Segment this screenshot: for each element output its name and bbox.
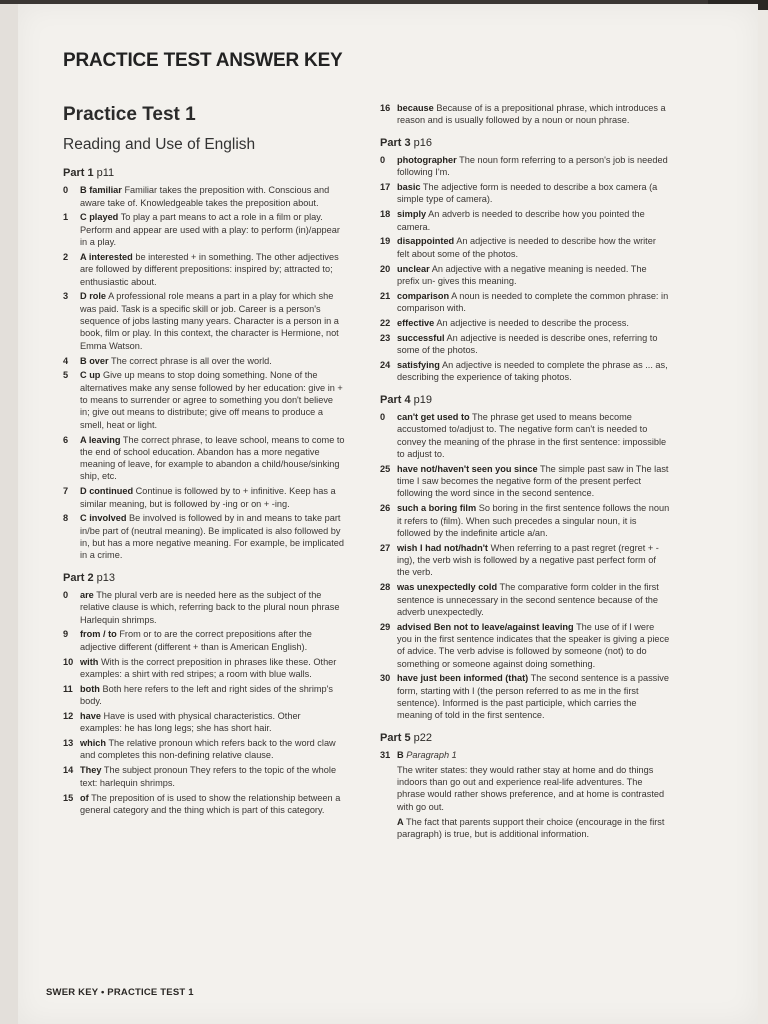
item-explanation: Give up means to stop doing something. None of the alternatives make any sense followed by her education: give in + to means to surrender or agree to something you don't believe in; give out means to distribute; give off means to produce a smell, heat or light.: [80, 370, 343, 430]
answer-item: [380, 502, 670, 539]
item-explanation: The simple past saw in The last time I saw becomes the negative form of the present perfect following the word since in the second sentence.: [397, 463, 669, 499]
answer-item: [380, 672, 670, 721]
item-number: 23: [380, 332, 391, 343]
item-number: 17: [380, 182, 391, 193]
item-answer: can't get used to: [397, 411, 470, 422]
item-number: 28: [380, 582, 391, 593]
item-answer: with: [80, 656, 99, 667]
part-4-heading: [380, 394, 670, 406]
item-number: 18: [380, 209, 391, 220]
item-explanation: Paragraph 1: [406, 749, 457, 760]
item-explanation: The phrase get used to means become accustomed to/adjust to. The negative form can't is needed to convey the meaning of the phrase in the first sentence: impossible to adjust to.: [397, 411, 667, 459]
item-number: 5: [63, 370, 69, 381]
item-answer: effective: [397, 318, 435, 329]
item-number: 25: [380, 463, 391, 474]
answer-key-title: PRACTICE TEST ANSWER KEY: [63, 50, 343, 71]
answer-item: [63, 764, 345, 789]
answer-item: [380, 263, 670, 288]
item-explanation: The use of if I were you in the first sentence indicates that the speaker is giving a piece of advice. The verb advise is followed by someone (not) to do something or someone against doing something.: [397, 621, 670, 669]
item-number: 7: [63, 486, 69, 497]
item-answer: both: [80, 683, 100, 694]
item-number: 0: [63, 185, 69, 196]
right-column: [380, 102, 670, 843]
left-column: [63, 167, 345, 819]
answer-item: [380, 154, 670, 179]
item-number: 3: [63, 291, 69, 302]
item-number: 29: [380, 621, 391, 632]
item-answer: are: [80, 589, 94, 600]
item-answer: have: [80, 711, 101, 721]
item-number: 20: [380, 263, 391, 274]
answer-item: [63, 434, 345, 483]
item-explanation: The preposition of is used to show the relationship between a general category and the thing which is part of this category.: [80, 792, 341, 815]
part-page: p16: [413, 136, 432, 149]
answer-item: [380, 581, 670, 618]
answer-item: [63, 589, 345, 626]
item-number: 12: [63, 711, 74, 721]
part-page: p13: [96, 571, 115, 584]
answer-item: [63, 184, 345, 209]
item-answer: of: [80, 792, 89, 803]
answer-item: [63, 792, 345, 817]
answer-item: [63, 211, 345, 248]
item-number: 21: [380, 290, 391, 301]
item-explanation: An adverb is needed to describe how you pointed the camera.: [397, 209, 645, 232]
part-page: p19: [413, 393, 432, 406]
item-answer: advised Ben not to leave/against leaving: [397, 621, 574, 632]
test-title: Practice Test 1: [63, 104, 196, 125]
item-continuation: The writer states: they would rather stay at home and do things indoors than go out and experience real-life adventures. The phrase would rather shows preference, and at home is contrasted with go out.: [397, 764, 665, 812]
item-explanation: The plural verb are is needed here as the subject of the relative clause is which, referring back to the plural noun phrase Harlequin shrimps.: [80, 589, 340, 625]
item-answer: such a boring film: [397, 503, 477, 514]
answer-item: [63, 290, 345, 351]
item-explanation: An adjective is needed to complete the phrase as ... as, describing the experience of taking photos.: [397, 360, 668, 383]
item-explanation: Be involved is followed by in and means to take part in/be part of (neutral meaning). Be implicated is also followed by in, but has a more negative meaning. For example, be implicated in a crime.: [80, 513, 345, 561]
item-explanation: A professional role means a part in a play for which she was paid. Task is a specific skill or job. Career is a person's sequence of jobs lasting many years. Character is a person in a book, film or play. In this context, the character is Hermione, not Emma Watson.: [80, 291, 339, 351]
item-explanation: Familiar takes the preposition with. Conscious and aware take of. Knowledgeable takes the preposition about.: [80, 185, 330, 208]
part-label: Part 2: [63, 571, 94, 584]
item-number: 13: [63, 738, 74, 749]
item-number: 9: [63, 629, 69, 640]
item-number: 26: [380, 503, 391, 514]
answer-item: [380, 235, 670, 260]
item-explanation: The fact that parents support their choice (encourage in the first paragraph) is true, but is additional information.: [397, 816, 665, 839]
part-page: p22: [413, 731, 432, 744]
item-number: 22: [380, 318, 391, 329]
item-number: 30: [380, 673, 391, 684]
item-number: 0: [380, 411, 386, 422]
answer-item: [63, 251, 345, 288]
answer-item: [63, 628, 345, 653]
item-answer: A: [397, 816, 404, 827]
item-explanation: To play a part means to act a role in a film or play. Perform and appear are used with a play: to perform (in)/appear in a play.: [80, 212, 340, 248]
item-explanation: The second sentence is a passive form, starting with I (the person referred to as me in the first sentence). Informed is the past participle, which carries the meaning of told in the first sentence.: [397, 673, 669, 721]
item-number: 4: [63, 355, 69, 366]
item-answer: disappointed: [397, 236, 455, 247]
item-explanation: An adjective is needed to describe the process.: [436, 318, 629, 329]
item-answer: which: [80, 738, 107, 749]
item-number: 6: [63, 434, 69, 445]
item-number: 10: [63, 656, 74, 667]
item-explanation: An adjective is needed to describe how the writer felt about some of the photos.: [397, 236, 656, 259]
answer-item: [380, 411, 670, 460]
answer-item: [63, 512, 345, 561]
item-explanation: The noun form referring to a person's job is needed following I'm.: [397, 154, 668, 178]
item-explanation: So boring in the first sentence follows the noun it refers to (film). When such precedes a singular noun, it is followed by the indefinite article a/an.: [397, 503, 670, 538]
answer-item: [63, 485, 345, 510]
item-answer: D role: [80, 291, 107, 302]
item-answer: A interested: [80, 251, 133, 262]
answer-item: [380, 542, 670, 579]
item-answer: basic: [397, 182, 421, 193]
part-label: Part 1: [63, 167, 94, 179]
part-1-heading: [63, 167, 345, 179]
item-number: 2: [63, 251, 69, 262]
item-explanation: Both here refers to the left and right sides of the shrimp's body.: [80, 683, 334, 707]
item-answer: C involved: [80, 513, 127, 524]
item-answer: from / to: [80, 629, 117, 640]
answer-item: [63, 710, 345, 735]
item-answer: C played: [80, 212, 119, 223]
part-page: p11: [96, 167, 115, 179]
answer-item: [380, 332, 670, 357]
item-number: 14: [63, 765, 74, 776]
item-number: 1: [63, 212, 69, 223]
item-answer: comparison: [397, 290, 450, 301]
item-answer: unclear: [397, 263, 430, 274]
answer-item: [63, 656, 345, 681]
item-number: 31: [380, 749, 391, 760]
item-explanation: An adjective is needed is describe ones, referring to some of the photos.: [397, 332, 658, 356]
item-answer: satisfying: [397, 360, 440, 371]
item-answer: have just been informed (that): [397, 673, 529, 684]
item-answer: have not/haven't seen you since: [397, 463, 538, 474]
item-number: 15: [63, 792, 74, 803]
answer-item: [380, 621, 670, 670]
answer-item: [380, 359, 670, 384]
item-number: 11: [63, 683, 73, 694]
item-answer: D continued: [80, 486, 134, 497]
part-5-heading: [380, 732, 670, 744]
answer-item: [380, 208, 670, 233]
document-page: [18, 4, 758, 1024]
answer-item: [380, 317, 670, 329]
item-number: 8: [63, 513, 69, 524]
item-answer: was unexpectedly cold: [397, 582, 498, 593]
item-continuation: [397, 816, 670, 841]
item-explanation: The adjective form is needed to describe a box camera (a simple type of camera).: [397, 182, 658, 205]
item-number: 24: [380, 360, 391, 371]
answer-item: [63, 369, 345, 430]
item-explanation: The relative pronoun which refers back to the word claw and completes this non-defining relative clause.: [80, 738, 336, 761]
item-explanation: A noun is needed to complete the common phrase: in comparison with.: [397, 290, 669, 314]
item-answer: They: [80, 765, 102, 776]
item-answer: B familiar: [80, 185, 122, 196]
item-answer: successful: [397, 332, 445, 343]
answer-item: [380, 463, 670, 500]
item-explanation: The comparative form colder in the first sentence is unnecessary in the second sentence because of the adverb unexpectedly.: [397, 582, 659, 617]
item-explanation: When referring to a past regret (regret + -ing), the verb wish is followed by a negative past perfect form of the verb.: [397, 542, 659, 578]
item-explanation: be interested + in something. The other adjectives are followed by different prepositions: inspired by; attracted to; enthusiastic about.: [80, 251, 339, 287]
answer-item: [63, 683, 345, 708]
part-label: Part 3: [380, 136, 411, 149]
part-2-heading: [63, 572, 345, 584]
item-answer: simply: [397, 209, 427, 220]
answer-item: [63, 737, 345, 762]
item-answer: wish I had not/hadn't: [397, 542, 488, 553]
answer-item: [380, 102, 670, 127]
section-title: Reading and Use of English: [63, 136, 256, 153]
part-label: Part 5: [380, 731, 411, 744]
item-explanation: The subject pronoun They refers to the topic of the whole text: harlequin shrimps.: [80, 765, 337, 788]
item-answer: A leaving: [80, 434, 121, 445]
item-number: 19: [380, 236, 391, 247]
item-answer: B over: [80, 355, 109, 366]
item-explanation: From or to are the correct prepositions after the adjective different (different + than is American English).: [80, 629, 312, 652]
item-explanation: Have is used with physical characteristics. Other examples: he has long legs; she has short hair.: [80, 711, 301, 734]
item-answer: C up: [80, 370, 101, 381]
item-number: 27: [380, 542, 391, 553]
item-explanation: Because of is a prepositional phrase, which introduces a reason and is usually followed by a noun or noun phrase.: [397, 103, 666, 126]
item-explanation: The correct phrase is all over the world.: [111, 355, 272, 366]
item-explanation: An adjective with a negative meaning is needed. The prefix un- gives this meaning.: [397, 263, 647, 286]
answer-item: [380, 290, 670, 315]
answer-item: [63, 355, 345, 367]
answer-item: [380, 181, 670, 206]
answer-item: [380, 749, 670, 761]
part-3-heading: [380, 137, 670, 149]
item-answer: B: [397, 749, 404, 760]
page-footer: SWER KEY • PRACTICE TEST 1: [46, 987, 194, 998]
item-answer: photographer: [397, 154, 457, 165]
item-number: 0: [63, 589, 69, 600]
page-left-margin: [0, 0, 18, 1024]
part-label: Part 4: [380, 393, 411, 406]
item-explanation: The correct phrase, to leave school, means to come to the end of school education. Abandon has a more negative meaning of leave, for example to abandon a child/house/sinking ship, etc.: [80, 434, 345, 482]
item-answer: because: [397, 103, 434, 113]
item-explanation: Continue is followed by to + infinitive. Keep has a similar meaning, but is followed by -ing or on + -ing.: [80, 486, 336, 509]
item-number: 0: [380, 154, 386, 165]
item-explanation: With is the correct preposition in phrases like these. Other examples: a shirt with red stripes; a room with blue walls.: [80, 656, 337, 679]
item-number: 16: [380, 103, 391, 113]
